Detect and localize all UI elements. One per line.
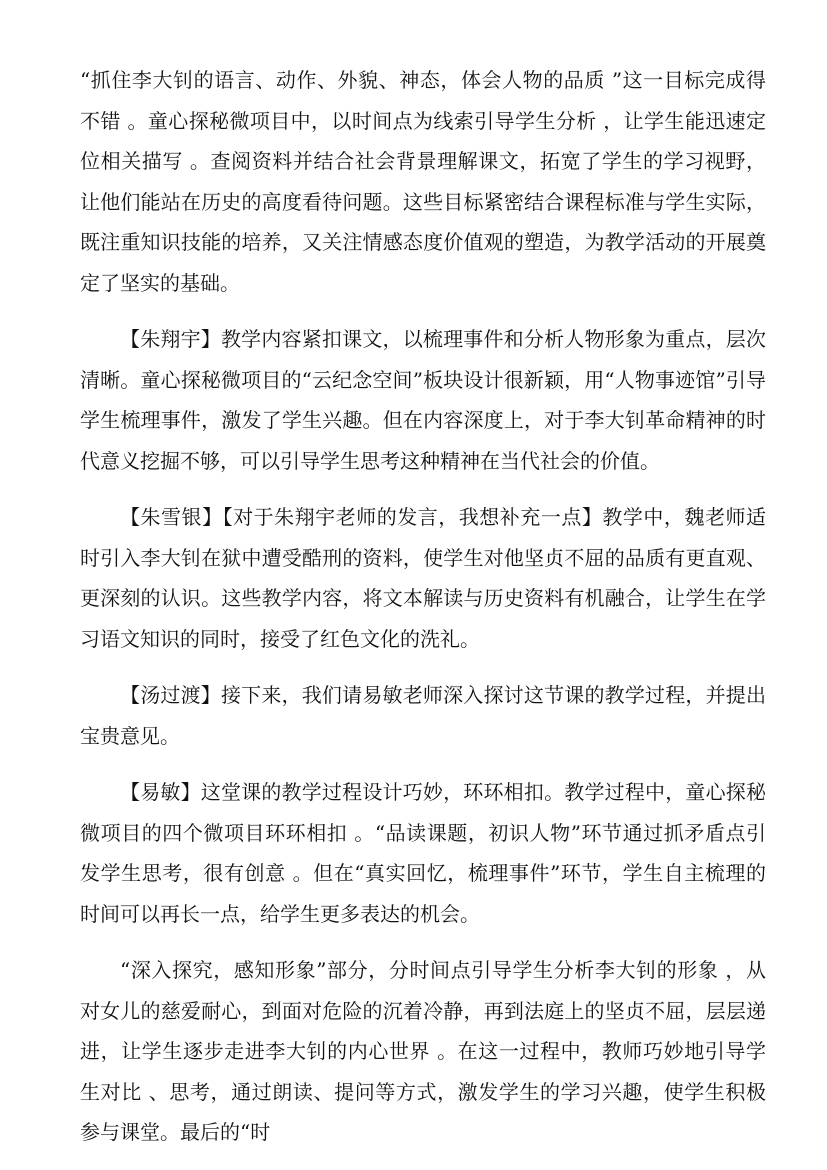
- paragraph-yi-min: 【易敏】这堂课的教学过程设计巧妙，环环相扣。教学过程中，童心探秘微项目的四个微项目环环相扣 。“品读课题，初识人物”环节通过抓矛盾点引发学生思考，很有创意 。但在“真实回忆，梳理事件”环节，学生自主梳理的时间可以再长一点，给学生更多表达的机会。: [80, 780, 766, 926]
- paragraph-objectives: “抓住李大钊的语言、动作、外貌、神态，体会人物的品质 ”这一目标完成得不错 。童心探秘微项目中，以时间点为线索引导学生分析 ，让学生能迅速定位相关描写 。查阅资料并结合社会背景理解课文，拓宽了学生的学习视野，让他们能站在历史的高度看待问题。这些目标紧密结合课程标准与学生实际，既注重知识技能的培养，又关注情感态度价值观的塑造，为教学活动的开展奠定了坚实的基础。: [80, 68, 766, 295]
- paragraph-deep-inquiry: “深入探究，感知形象”部分，分时间点引导学生分析李大钊的形象 ，从对女儿的慈爱耐心，到面对危险的沉着冷静，再到法庭上的坚贞不屈，层层递进，让学生逐步走进李大钊的内心世界 。在这一过程中，教师巧妙地引导学生对比 、思考，通过朗读、提问等方式，激发学生的学习兴趣，使学生积极参与课堂。最后的“时: [80, 958, 766, 1144]
- document-body: [80, 60, 766, 1153]
- paragraph-zhu-xueyin: 【朱雪银】【对于朱翔宇老师的发言，我想补充一点】教学中，魏老师适时引入李大钊在狱中遭受酷刑的资料，使学生对他坚贞不屈的品质有更直观、更深刻的认识。这些教学内容，将文本解读与历史资料有机融合，让学生在学习语文知识的同时，接受了红色文化的洗礼。: [80, 505, 766, 651]
- paragraph-zhu-xiangyu: 【朱翔宇】教学内容紧扣课文，以梳理事件和分析人物形象为重点，层次清晰。童心探秘微项目的“云纪念空间”板块设计很新颖，用“人物事迹馆”引导学生梳理事件，激发了学生兴趣。但在内容深度上，对于李大钊革命精神的时代意义挖掘不够，可以引导学生思考这种精神在当代社会的价值。: [80, 327, 766, 473]
- paragraph-tang-transition: 【汤过渡】接下来，我们请易敏老师深入探讨这节课的教学过程，并提出宝贵意见。: [80, 683, 766, 748]
